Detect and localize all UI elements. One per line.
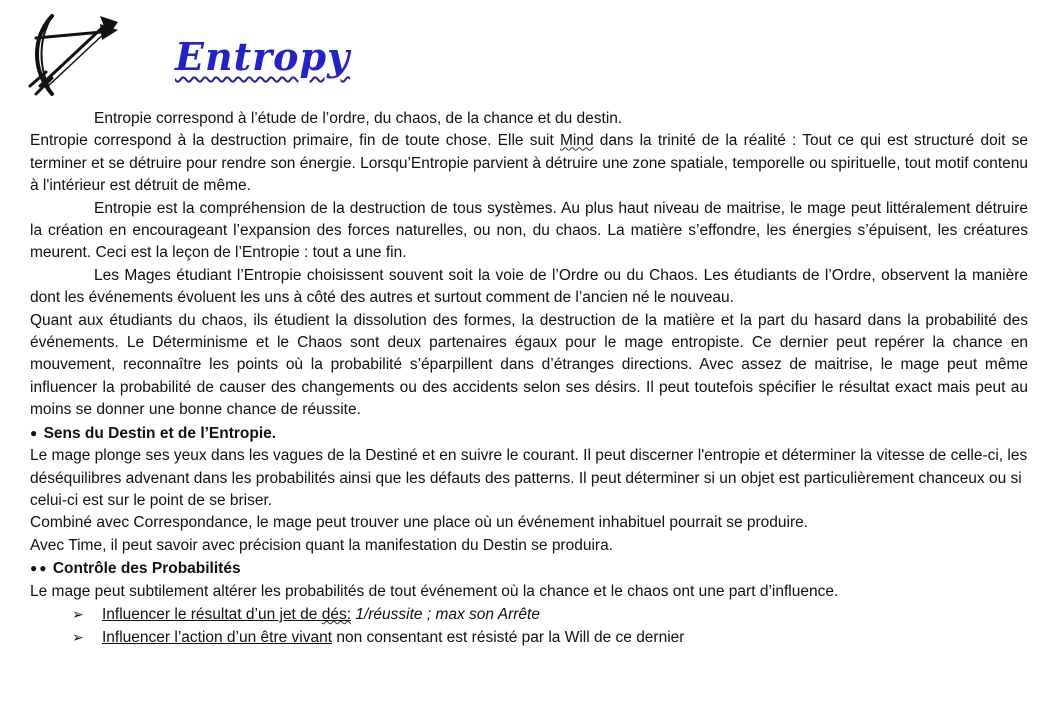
list-item-etre-vivant (72, 626, 1028, 649)
paragraph-chaos-students (30, 310, 1028, 422)
section-title: Contrôle des Probabilités (52, 560, 241, 578)
text-segment: Quant aux étudiants du chaos, ils étudient la dissolution des formes, la destruction de la matière et la part du hasard dans la probabilité des événements. Le Déterminisme et le Chaos sont deux partenaires égaux pour le mage entropiste. Ce dernier peut repérer la chance en mouvement, reconnaître les points où la probabilité s’éparpillent dans d’étranges directions. Avec assez de maitrise, le mage peut même influencer la probabilité de causer des changements ou des accidents selon ses désirs. Il peut toutefois spécifier le résultat exact mais peut au moins se donner une bonne chance de réussite. (30, 311, 1028, 419)
level-dots-icon: ●● (30, 561, 49, 576)
paragraph-mages (30, 265, 1028, 310)
misspelled-word: Mind (560, 132, 594, 150)
section-title: Sens du Destin et de l’Entropie. (43, 424, 277, 442)
text-segment: Les Mages étudiant l’Entropie choisissent souvent soit la voie de l’Ordre ou du Chaos. Les étudiants de l’Ordre, observent la manière dont les événements évoluent les uns à côté des autres et surtout comment de l’ancien né le nouveau. (30, 266, 1028, 307)
paragraph-probabilites-1 (30, 581, 1028, 603)
arrow-bullet-icon: ➢ (72, 629, 84, 646)
page-header (0, 0, 1050, 104)
text-segment: non consentant est résisté par la Will de ce dernier (332, 629, 685, 647)
text-segment: dans la trinité de la réalité : Tout ce qui est structuré doit se terminer et se détruire pour rendre son énergie. Lorsqu’Entropie parvient à détruire une zone spatiale, temporelle ou spirituelle, tout motif contenu à l'intérieur est détruit de même. (30, 132, 1028, 195)
text-segment-underlined: Influencer l’action d’un être vivant (102, 629, 333, 647)
list-item-jet-de-des (72, 603, 1028, 626)
text-segment: Avec Time, il peut savoir avec précision quant la manifestation du Destin se produira. (30, 536, 613, 554)
section-heading-destin (30, 422, 1028, 445)
text-segment: Le mage peut subtilement altérer les probabilités de tout événement où la chance et le chaos ont une part d’influence. (30, 582, 839, 600)
paragraph-intro (30, 108, 1028, 130)
text-segment: Entropie correspond à la destruction primaire, fin de toute chose. Elle suit (30, 132, 560, 150)
misspelled-word: dés: (321, 605, 352, 623)
level-dot-icon: ● (30, 425, 40, 440)
paragraph-destruction (30, 130, 1028, 197)
crossed-arrows-logo (22, 8, 122, 100)
paragraph-comprehension (30, 198, 1028, 265)
text-segment: Influencer le résultat d’un jet de (102, 605, 322, 623)
text-segment: Le mage plonge ses yeux dans les vagues de la Destiné et en suivre le courant. Il peut discerner l'entropie et déterminer la vitesse de celle-ci, les déséquilibres advenant dans les probabilités ainsi que les défauts des patterns. Il peut déterminer si un objet est particulièrement chanceux ou si celui-ci est sur le point de se briser. (30, 447, 1028, 509)
paragraph-destin-2 (30, 512, 1028, 534)
text-segment: Entropie correspond à l’étude de l’ordre, du chaos, de la chance et du destin. (94, 110, 623, 127)
paragraph-destin-3 (30, 535, 1028, 557)
document-body (0, 104, 1050, 650)
page-title: Entropy (175, 34, 351, 79)
section-heading-probabilites (30, 557, 1028, 580)
text-segment-italic: 1/réussite ; max son Arrête (351, 605, 540, 623)
paragraph-destin-1 (30, 445, 1028, 512)
text-segment: Combiné avec Correspondance, le mage peut trouver une place où un événement inhabituel pourrait se produire. (30, 514, 809, 532)
arrow-bullet-icon: ➢ (72, 605, 84, 622)
text-segment-underlined (102, 606, 351, 623)
text-segment: Entropie est la compréhension de la destruction de tous systèmes. Au plus haut niveau de maitrise, le mage peut littéralement détruire la création en encourageant l’expansion des forces naturelles, ou non, du chaos. La matière s’effondre, les énergies s’épuisent, les créatures meurent. Ceci est la leçon de l’Entropie : tout a une fin. (30, 199, 1028, 262)
